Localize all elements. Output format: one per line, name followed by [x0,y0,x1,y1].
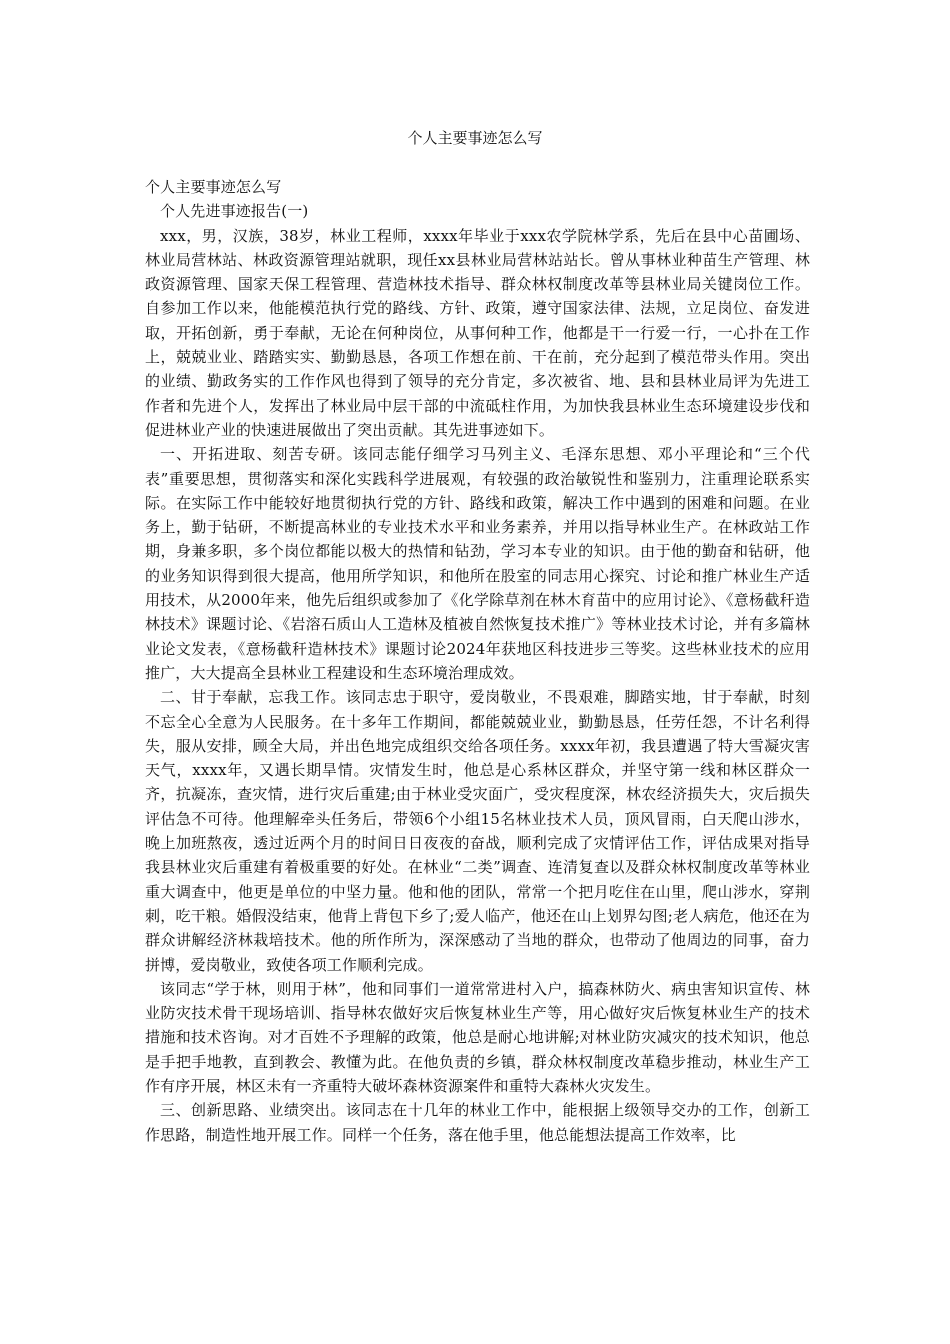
document-heading: 个人主要事迹怎么写 [145,178,282,196]
paragraph-intro: xxx，男，汉族，38岁，林业工程师，xxxx年毕业于xxx农学院林学系，先后在县中心苗圃场、林业局营林站、林政资源管理站就职，现任xx县林业局营林站站长。曾从事林业种苗生产管理、林政资源管理、国家天保工程管理、营造林技术指导、群众林权制度改革等县林业局关键岗位工作。自参加工作以来，他能模范执行党的路线、方针、政策，遵守国家法律、法规，立足岗位、奋发进取，开拓创新，勇于奉献，无论在何种岗位，从事何种工作，他都是干一行爱一行，一心扑在工作上，兢兢业业、踏踏实实、勤勤恳恳，各项工作想在前、干在前，充分起到了模范带头作用。突出的业绩、勤政务实的工作作风也得到了领导的充分肯定，多次被省、地、县和县林业局评为先进工作者和先进个人，发挥出了林业局中层干部的中流砥柱作用，为加快我县林业生态环境建设步伐和促进林业产业的快速进展做出了突出贡献。其先进事迹如下。 [145,226,810,439]
paragraph-section-1: 一、开拓进取、刻苦专研。该同志能仔细学习马列主义、毛泽东思想、邓小平理论和“三个代表”重要思想，贯彻落实和深化实践科学进展观，有较强的政治敏锐性和鉴别力，注重理论联系实际。在实际工作中能较好地贯彻执行党的方针、路线和政策，解决工作中遇到的困难和问题。在业务上，勤于钻研，不断提高林业的专业技术水平和业务素养，并用以指导林业生产。在林政站工作期，身兼多职，多个岗位都能以极大的热情和钻劲，学习本专业的知识。由于他的勤奋和钻研，他的业务知识得到很大提高，他用所学知识，和他所在股室的同志用心探究、讨论和推广林业生产适用技术，从2000年来，他先后组织或参加了《化学除草剂在林木育苗中的应用讨论》、《意杨截秆造林技术》课题讨论、《岩溶石质山人工造林及植被自然恢复技术推广》等林业技术讨论，并有多篇林业论文发表，《意杨截秆造林技术》课题讨论2024年获地区科技进步三等奖。这些林业技术的应用推广，大大提高全县林业工程建设和生态环境治理成效。 [145,445,810,682]
report-subheading: 个人先进事迹报告(一) [160,202,309,221]
paragraph-section-2: 二、甘于奉献，忘我工作。该同志忠于职守，爱岗敬业，不畏艰难，脚踏实地，甘于奉献，时刻不忘全心全意为人民服务。在十多年工作期间，都能兢兢业业，勤勤恳恳，任劳任怨，不计名利得失，服从安排，顾全大局，并出色地完成组织交给各项任务。xxxx年初，我县遭遇了特大雪凝灾害天气，xxxx年，又遇长期旱情。灾情发生时，他总是心系林区群众，并坚守第一线和林区群众一齐，抗凝冻，查灾情，进行灾后重建;由于林业受灾面广，受灾程度深，林农经济损失大，灾后损失评估急不可待。他理解牵头任务后，带领6个小组15名林业技术人员，顶风冒雨，白天爬山涉水，晚上加班熬夜，透过近两个月的时间日日夜夜的奋战，顺利完成了灾情评估工作，评估成果对指导我县林业灾后重建有着极重要的好处。在林业“二类”调查、连清复查以及群众林权制度改革等林业重大调查中，他更是单位的中坚力量。他和他的团队，常常一个把月吃住在山里，爬山涉水，穿荆刺，吃干粮。婚假没结束，他背上背包下乡了;爱人临产，他还在山上划界勾图;老人病危，他还在为群众讲解经济林栽培技术。他的所作所为，深深感动了当地的群众，也带动了他周边的同事，奋力拼博，爱岗敬业，致使各项工作顺利完成。 [145,688,810,974]
paragraph-section-3: 三、创新思路、业绩突出。该同志在十几年的林业工作中，能根据上级领导交办的工作，创新工作思路，制造性地开展工作。同样一个任务，落在他手里，他总能想法提高工作效率，比 [145,1101,810,1144]
document-title: 个人主要事迹怎么写 [407,129,543,147]
paragraph-section-2-continued: 该同志“学于林，则用于林”，他和同事们一道常常进村入户，搞森林防火、病虫害知识宣传、林业防灾技术骨干现场培训、指导林农做好灾后恢复林业生产等，用心做好灾后恢复林业生产的技术措施和技术咨询。对才百姓不予理解的政策，他总是耐心地讲解;对林业防灾减灾的技术知识，他总是手把手地教，直到教会、教懂为此。在他负责的乡镇，群众林权制度改革稳步推动，林业生产工作有序开展，林区未有一齐重特大破坏森林资源案件和重特大森林火灾发生。 [145,979,810,1095]
document-body [145,175,810,1147]
